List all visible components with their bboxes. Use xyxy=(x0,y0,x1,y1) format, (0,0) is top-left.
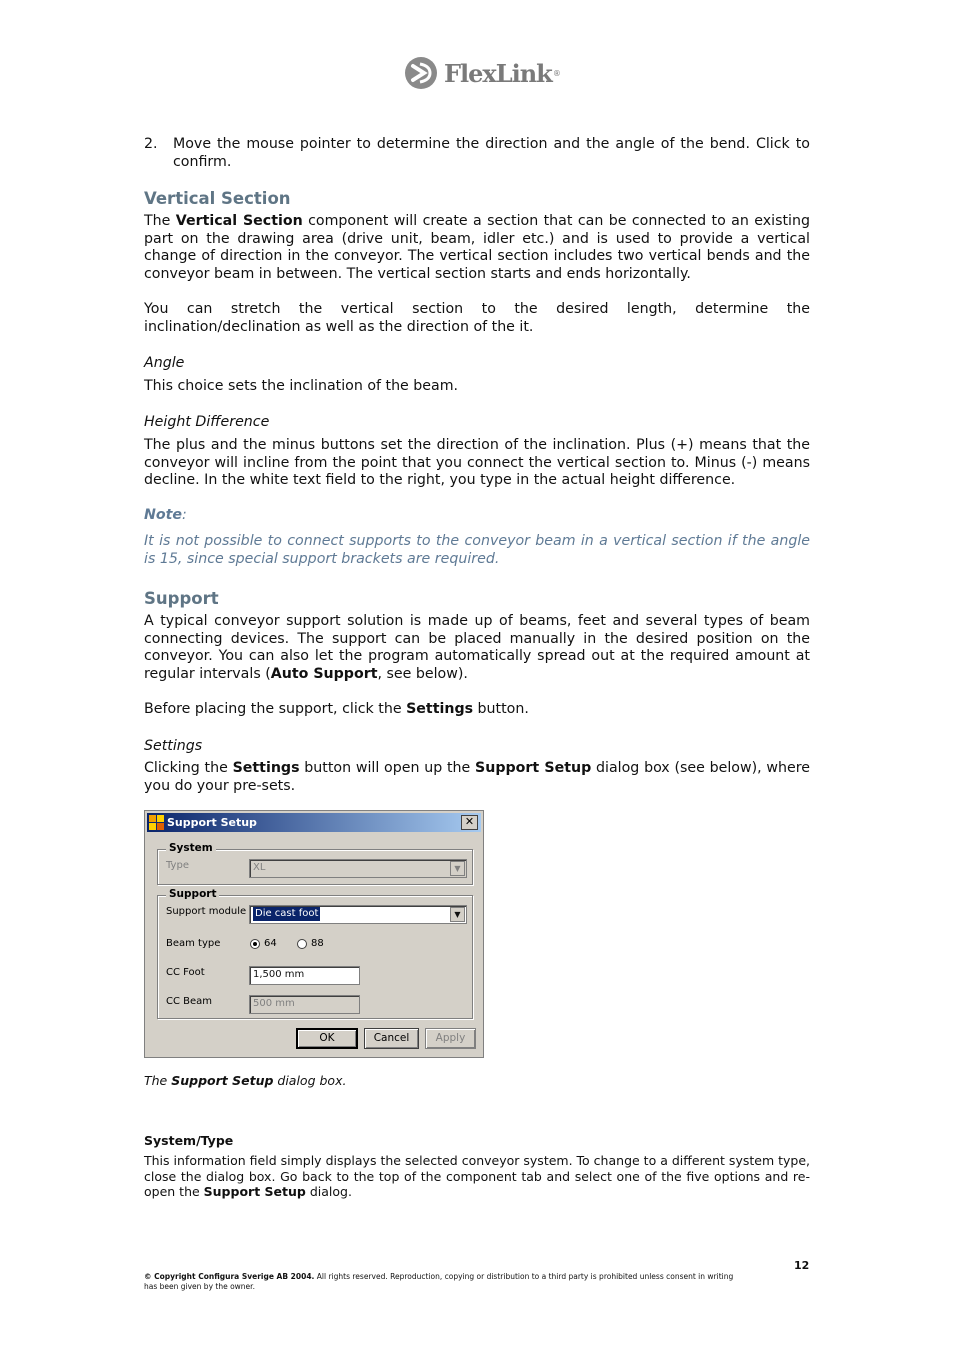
chevron-down-icon[interactable]: ▼ xyxy=(450,907,465,922)
dialog-title-bar xyxy=(147,813,481,832)
cc-foot-label: CC Foot xyxy=(166,967,205,978)
angle-text: This choice sets the inclination of the beam. xyxy=(144,378,459,394)
support-group-label: Support xyxy=(166,888,219,900)
vertical-section-paragraph-2: You can stretch the vertical section to the desired length, determine the inclination/declination as well as the direction of the it. xyxy=(144,301,810,335)
support-module-label: Support module xyxy=(166,906,247,917)
beam-type-88-label: 88 xyxy=(311,938,324,949)
system-group-label: System xyxy=(166,842,216,854)
beam-type-64-label: 64 xyxy=(264,938,277,949)
type-dropdown xyxy=(249,859,467,878)
logo-text: FlexLink xyxy=(444,58,552,88)
step-number: 2. xyxy=(144,136,158,152)
support-paragraph-2: Before placing the support, click the Settings button. xyxy=(144,701,529,717)
support-group xyxy=(157,888,473,1019)
support-setup-dialog xyxy=(144,810,484,1058)
step-2-text: Move the mouse pointer to determine the direction and the angle of the bend. Click to confirm. xyxy=(173,136,810,170)
vertical-section-paragraph-1: The Vertical Section component will create a section that can be connected to an existing part on the drawing area (drive unit, beam, idler etc.) and is used to provide a vertical change of direction in the conveyor. The vertical section includes two vertical bends and the conveyor beam in between. The vertical section starts and ends horizontally. xyxy=(144,213,810,282)
beam-type-64-radio[interactable] xyxy=(250,939,260,949)
cancel-button[interactable]: Cancel xyxy=(364,1028,419,1049)
beam-type-label: Beam type xyxy=(166,938,221,949)
height-difference-text: The plus and the minus buttons set the direction of the inclination. Plus (+) means that the conveyor will incline from the point that you connect the vertical section to. Minus (-) means decline. In the white text field to the right, you type in the actual height difference. xyxy=(144,437,810,489)
copyright-notice: © Copyright Configura Sverige AB 2004. All rights reserved. Reproduction, copying or distribution to a third party is prohibited unless consent in writing has been given by the owner. xyxy=(144,1272,734,1291)
settings-heading: Settings xyxy=(144,738,203,754)
system-type-heading: System/Type xyxy=(144,1133,234,1148)
support-module-dropdown[interactable] xyxy=(249,905,467,924)
system-group xyxy=(157,842,473,885)
flexlink-logo xyxy=(404,56,561,90)
chevron-down-icon: ▼ xyxy=(450,861,465,876)
system-type-text: This information field simply displays the selected conveyor system. To change to a different system type, close the dialog box. Go back to the top of the component tab and select one of the five options and re-open the Support Setup dialog. xyxy=(144,1153,810,1199)
ok-button[interactable]: OK xyxy=(296,1028,358,1049)
cc-beam-input: 500 mm xyxy=(249,995,360,1014)
app-icon xyxy=(149,815,164,830)
close-icon[interactable]: ✕ xyxy=(461,815,478,830)
vertical-section-heading: Vertical Section xyxy=(144,189,291,208)
support-paragraph-1: A typical conveyor support solution is made up of beams, feet and several types of beam connecting devices. The support can be placed manually in the desired position on the conveyor. You can also let the program automatically spread out at the required amount at regular intervals (Auto Support, see below). xyxy=(144,613,810,682)
note-text: It is not possible to connect supports to the conveyor beam in a vertical section if the angle is 15, since special support brackets are required. xyxy=(144,533,810,567)
support-module-value: Die cast foot xyxy=(255,908,319,919)
page-number: 12 xyxy=(794,1259,810,1272)
dialog-title: Support Setup xyxy=(167,816,257,829)
dialog-caption: The Support Setup dialog box. xyxy=(144,1073,347,1088)
height-difference-heading: Height Difference xyxy=(144,414,270,430)
type-value: XL xyxy=(253,862,266,873)
cc-foot-input[interactable]: 1,500 mm xyxy=(249,966,360,985)
flexlink-logo-icon xyxy=(404,56,438,90)
beam-type-88-radio[interactable] xyxy=(297,939,307,949)
settings-text: Clicking the Settings button will open up the Support Setup dialog box (see below), where you do your pre-sets. xyxy=(144,760,810,794)
logo-registered-mark: ® xyxy=(552,68,561,78)
note-label: Note: xyxy=(144,507,187,523)
apply-button: Apply xyxy=(425,1028,476,1049)
support-heading: Support xyxy=(144,589,219,608)
cc-beam-label: CC Beam xyxy=(166,996,213,1007)
angle-heading: Angle xyxy=(144,355,185,371)
type-label: Type xyxy=(166,860,189,871)
